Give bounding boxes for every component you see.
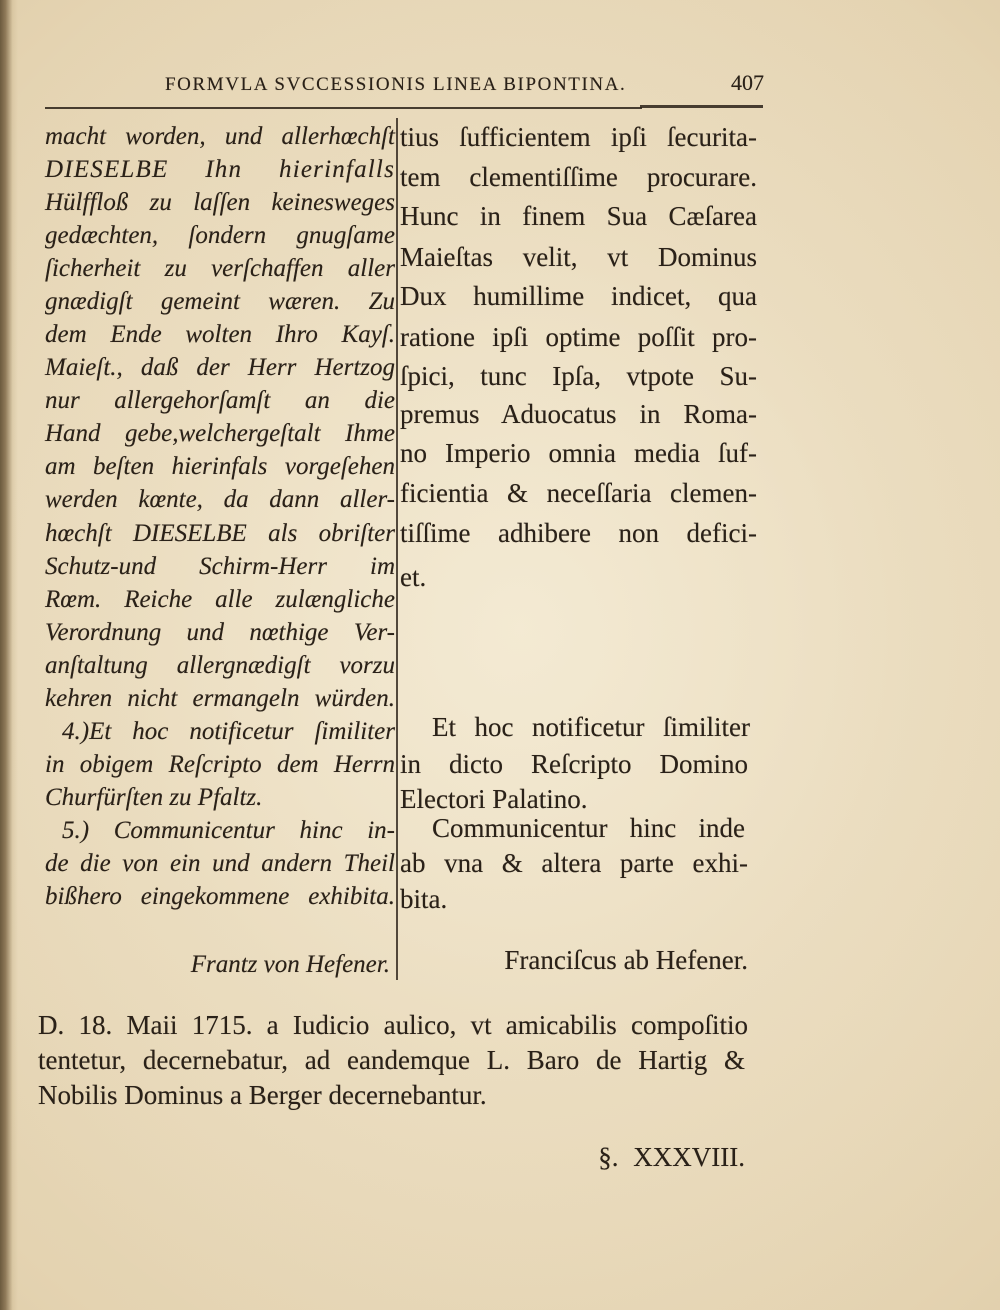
german-text-line: Churfürſten zu Pfaltz. [45, 784, 263, 811]
german-text-line: kehren nicht ermangeln würden. [45, 685, 395, 712]
german-text-line: DIESELBE Ihn hierinfalls [45, 156, 395, 183]
german-text-line: werden kœnte, da dann aller- [45, 486, 395, 513]
running-head: FORMVLA SVCCESSIONIS LINEA BIPONTINA. [165, 74, 627, 95]
german-text-line: dem Ende wolten Ihro Kayſ. [45, 321, 395, 348]
binding-edge [0, 0, 18, 1310]
latin-text-line: premus Aduocatus in Roma- [400, 399, 757, 429]
german-text-line: 5.) Communicentur hinc in- [62, 817, 395, 844]
latin-text-line: Hunc in finem Sua Cæſarea [400, 201, 757, 231]
latin-text-line: Et hoc notificetur ſimiliter [432, 712, 750, 742]
german-text-line: hœchſt DIESELBE als obriſter [45, 520, 395, 547]
latin-text-line: ab vna & altera parte exhi- [400, 848, 748, 878]
latin-text-line: ficientia & neceſſaria clemen- [400, 478, 757, 508]
latin-text-line: Electori Palatino. [400, 784, 588, 814]
german-text-line: Rœm. Reiche alle zulængliche [45, 586, 395, 613]
latin-text-line: et. [400, 562, 427, 592]
latin-text-line: ſpici, tunc Ipſa, vtpote Su- [400, 361, 757, 391]
german-text-line: Schutz-und Schirm-Herr im [45, 553, 395, 580]
german-signature: Frantz von Hefener. [190, 951, 390, 978]
header-rule-heavy [640, 105, 763, 108]
latin-text-line: bita. [400, 884, 448, 914]
german-text-line: de die von ein und andern Theil [45, 850, 395, 877]
header-rule [45, 107, 642, 109]
latin-text-line: tius ſufficientem ipſi ſecurita- [400, 122, 757, 152]
latin-text-line: Maieſtas velit, vt Dominus [400, 242, 757, 272]
german-text-line: ſicherheit zu verſchaffen aller [45, 255, 395, 282]
german-text-line: Hülffloß zu laſſen keinesweges [45, 189, 395, 216]
german-text-line: gedæchten, ſondern gnugſame [45, 222, 395, 249]
latin-signature: Franciſcus ab Hefener. [504, 945, 748, 975]
latin-text-line: Dux humillime indicet, qua [400, 281, 757, 311]
decree-note-line: tentetur, decernebatur, ad eandemque L. Baro de Hartig & [38, 1045, 745, 1075]
latin-text-line: in dicto Reſcripto Domino [400, 749, 748, 779]
german-text-line: Maieſt., daß der Herr Hertzog [45, 354, 395, 381]
latin-text-line: tiſſime adhibere non defici- [400, 518, 757, 548]
latin-text-line: no Imperio omnia media ſuf- [400, 438, 757, 468]
german-text-line: bißhero eingekommene exhibita. [45, 883, 395, 910]
latin-text-line: ratione ipſi optime poſſit pro- [400, 322, 757, 352]
german-text-line: gnædigſt gemeint wæren. Zu [45, 288, 395, 315]
decree-note-line: Nobilis Dominus a Berger decernebantur. [38, 1080, 487, 1110]
german-text-line: nur allergehorſamſt an die [45, 387, 395, 414]
german-text-line: Hand gebe,welchergeſtalt Ihme [45, 420, 395, 447]
column-divider [396, 118, 398, 980]
german-text-line: in obigem Reſcripto dem Herrn [45, 751, 395, 778]
german-text-line: Verordnung und nœthige Ver- [45, 619, 395, 646]
german-text-line: am beſten hierinfals vorgeſehen [45, 453, 395, 480]
decree-note-line: D. 18. Maii 1715. a Iudicio aulico, vt amicabilis compoſitio [38, 1010, 748, 1040]
page-number: 407 [731, 70, 764, 95]
latin-text-line: Communicentur hinc inde [432, 813, 745, 843]
german-text-line: 4.)Et hoc notificetur ſimiliter [62, 718, 395, 745]
german-text-line: macht worden, und allerhœchſt [45, 123, 395, 150]
latin-text-line: tem clementiſſime procurare. [400, 162, 757, 192]
catchword: §. XXXVIII. [598, 1142, 745, 1172]
german-text-line: anſtaltung allergnædigſt vorzu [45, 652, 395, 679]
